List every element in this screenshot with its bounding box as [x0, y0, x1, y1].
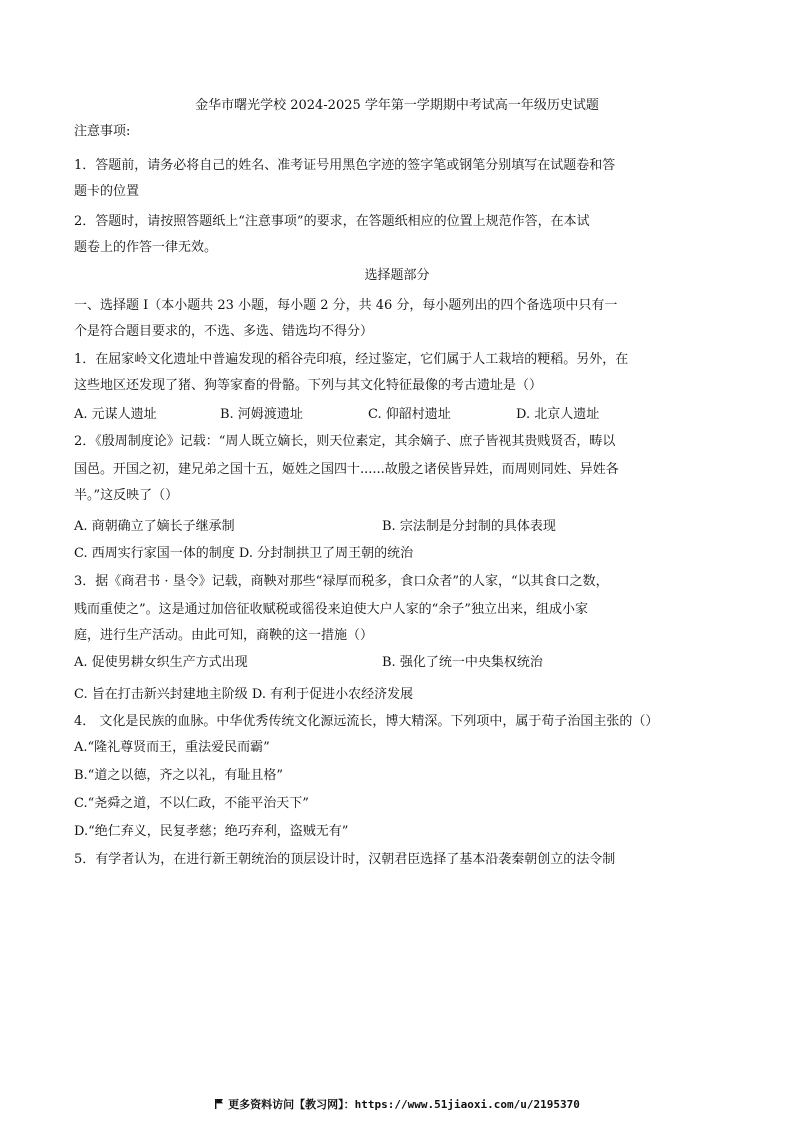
question-5-stem: 5．有学者认为，在进行新王朝统治的顶层设计时，汉朝君臣选择了基本沿袭秦朝创立的法令制: [74, 852, 616, 867]
question-2-stem: 2．《殷周制度论》记载：“周人既立嫡长，则天位素定，其余嫡子、庶子皆视其贵贱贤否，畴以: [74, 434, 616, 449]
question-1-option-d: D. 北京人遗址: [516, 407, 600, 422]
footer: [0, 1096, 794, 1112]
notice-heading: 注意事项:: [74, 124, 131, 139]
notice-line: 1．答题前，请务必将自己的姓名、准考证号用黑色字迹的签字笔或钢笔分别填写在试题卷和答: [74, 158, 616, 173]
question-2-option-a: A. 商朝确立了嫡长子继承制: [74, 519, 235, 534]
question-3-option-a: A. 促使男耕女织生产方式出现: [74, 655, 248, 670]
question-3-stem: 贱而重使之”。这是通过加倍征收赋税或徭役来迫使大户人家的“余子”独立出来，组成小家: [74, 602, 588, 617]
footer-link-text[interactable]: 更多资料访问【教习网】：https://www.51jiaoxi.com/u/2195370: [228, 1098, 580, 1111]
question-4-option-b: B.“道之以德，齐之以礼，有耻且格”: [74, 768, 283, 783]
section-intro: 个是符合题目要求的，不选、多选、错选均不得分）: [74, 324, 374, 339]
notice-line: 题卷上的作答一律无效。: [74, 240, 218, 255]
question-4-option-a: A.“隆礼尊贤而王，重法爱民而霸”: [74, 740, 270, 755]
question-3-option-cd: C. 旨在打击新兴封建地主阶级 D. 有利于促进小农经济发展: [74, 687, 414, 702]
section-title: 选择题部分: [364, 268, 430, 283]
question-2-stem: 半。”这反映了（）: [74, 488, 179, 503]
flag-icon: [214, 1098, 224, 1112]
question-2-option-b: B. 宗法制是分封制的具体表现: [382, 519, 556, 534]
question-1-stem: 1．在屈家岭文化遗址中普遍发现的稻谷壳印痕，经过鉴定，它们属于人工栽培的粳稻。另外，在: [74, 352, 629, 367]
question-2-option-cd: C. 西周实行家国一体的制度 D. 分封制拱卫了周王朝的统治: [74, 546, 414, 561]
question-4-stem: 4． 文化是民族的血脉。中华优秀传统文化源远流长，博大精深。下列项中，属于荀子治国主张的（）: [74, 714, 659, 729]
question-4-option-d: D.“绝仁弃义，民复孝慈；绝巧弃利，盗贼无有”: [74, 824, 349, 839]
question-3-stem: 庭，进行生产活动。由此可知，商鞅的这一措施（）: [74, 628, 374, 643]
notice-line: 2．答题时，请按照答题纸上“注意事项”的要求，在答题纸相应的位置上规范作答，在本试: [74, 214, 590, 229]
question-2-stem: 国邑。开国之初，建兄弟之国十五，姬姓之国四十......故殷之诸侯皆异姓，而周则同姓、异姓各: [74, 462, 619, 477]
exam-title: 金华市曙光学校 2024-2025 学年第一学期期中考试高一年级历史试题: [195, 98, 599, 113]
question-4-option-c: C.“尧舜之道，不以仁政，不能平治天下”: [74, 796, 309, 811]
question-3-option-b: B. 强化了统一中央集权统治: [382, 655, 543, 670]
question-1-option-b: B. 河姆渡遗址: [220, 407, 303, 422]
question-3-stem: 3．据《商君书 · 垦令》记载，商鞅对那些“禄厚而税多，食口众者”的人家，“以其食口之数，: [74, 574, 609, 589]
section-intro: 一、选择题 I（本小题共 23 小题，每小题 2 分，共 46 分，每小题列出的四个备选项中只有一: [74, 298, 618, 313]
question-1-option-a: A. 元谋人遗址: [74, 407, 157, 422]
question-1-stem: 这些地区还发现了猪、狗等家畜的骨骼。下列与其文化特征最像的考古遗址是（）: [74, 378, 543, 393]
notice-line: 题卡的位置: [74, 184, 140, 199]
question-1-option-c: C. 仰韶村遗址: [368, 407, 451, 422]
